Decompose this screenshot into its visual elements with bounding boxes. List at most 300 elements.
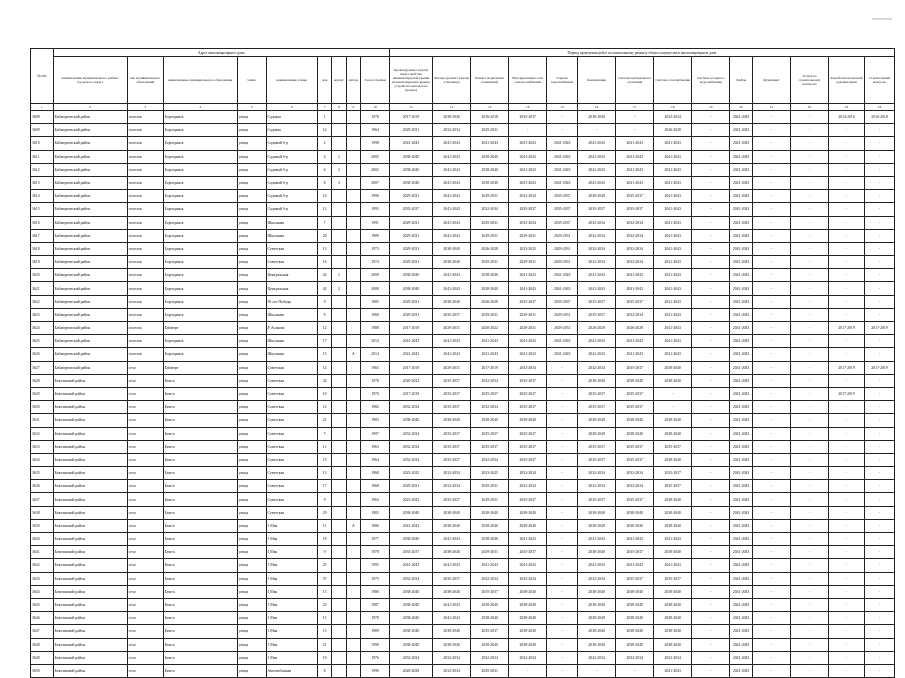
table-cell: 1968 bbox=[361, 480, 390, 493]
table-cell: 2038-2040 bbox=[654, 612, 692, 625]
table-cell: улица bbox=[237, 480, 266, 493]
table-cell: поселок bbox=[127, 150, 163, 163]
table-cell: 2035-2037 bbox=[654, 480, 692, 493]
table-cell: - bbox=[547, 651, 578, 664]
table-cell: поселок bbox=[127, 190, 163, 203]
table-cell: - bbox=[692, 493, 730, 506]
table-cell bbox=[346, 124, 360, 137]
table-cell: 2032-2034 bbox=[578, 651, 616, 664]
table-cell: 2032-2034 bbox=[389, 427, 432, 440]
table-cell: 2041-2043 bbox=[389, 137, 432, 150]
col-header-basement: Ремонт подвальных помещений bbox=[471, 57, 509, 104]
table-cell: 1 Мая bbox=[266, 651, 317, 664]
table-cell: улица bbox=[237, 282, 266, 295]
table-cell: 2032-2034 bbox=[578, 467, 616, 480]
table-cell: Садовая bbox=[266, 124, 317, 137]
column-number-cell: 16 bbox=[578, 104, 616, 111]
table-cell: Бежтинский район bbox=[53, 467, 127, 480]
table-cell bbox=[332, 190, 346, 203]
table-cell: 12 bbox=[317, 322, 331, 335]
table-cell: 1 Мая bbox=[266, 519, 317, 532]
table-cell: Советская bbox=[266, 427, 317, 440]
table-cell: Бежтинский район bbox=[53, 414, 127, 427]
table-cell: - bbox=[692, 295, 730, 308]
table-row bbox=[31, 111, 895, 124]
table-cell: Бежта bbox=[163, 533, 237, 546]
table-cell: - bbox=[752, 638, 790, 651]
table-cell: 2029-2031 bbox=[471, 308, 509, 321]
table-row bbox=[31, 242, 895, 255]
table-cell: улица bbox=[237, 651, 266, 664]
table-cell: 9 bbox=[317, 295, 331, 308]
table-cell: - bbox=[752, 203, 790, 216]
table-cell: 42 bbox=[317, 374, 331, 387]
table-cell: 2032-2034 bbox=[616, 256, 654, 269]
table-cell: Советская bbox=[266, 467, 317, 480]
table-cell bbox=[332, 480, 346, 493]
table-cell: 2035-2037 bbox=[509, 546, 547, 559]
table-cell: 25 bbox=[317, 559, 331, 572]
column-number-cell: 1 bbox=[31, 104, 54, 111]
table-cell: 2029-2031 bbox=[471, 546, 509, 559]
table-cell: - bbox=[752, 282, 790, 295]
table-cell: улица bbox=[237, 467, 266, 480]
table-cell: - bbox=[752, 559, 790, 572]
table-cell: 2035-2037 bbox=[471, 440, 509, 453]
table-cell: улица bbox=[237, 256, 266, 269]
table-cell: - bbox=[864, 651, 894, 664]
table-cell: 11 bbox=[317, 519, 331, 532]
table-cell: Бабаюртовский район bbox=[53, 163, 127, 176]
table-cell: 2035-2037 bbox=[578, 203, 616, 216]
table-cell: 11 bbox=[317, 440, 331, 453]
table-cell: 2035-2037 bbox=[616, 572, 654, 585]
table-cell bbox=[346, 467, 360, 480]
table-cell: Бежта bbox=[163, 638, 237, 651]
table-cell bbox=[346, 651, 360, 664]
table-cell: 2041-2043 bbox=[433, 203, 471, 216]
table-cell: Бежта bbox=[163, 519, 237, 532]
table-cell: 2002 bbox=[361, 163, 390, 176]
table-cell: 2035-2037 bbox=[547, 203, 578, 216]
table-cell: 2041-2043 bbox=[547, 335, 578, 348]
table-cell: 2032-2034 bbox=[578, 216, 616, 229]
table-cell: - bbox=[752, 348, 790, 361]
table-cell: - bbox=[547, 480, 578, 493]
table-cell: - bbox=[752, 361, 790, 374]
table-cell: - bbox=[752, 295, 790, 308]
table-cell: - bbox=[692, 572, 730, 585]
table-cell: 2026-2028 bbox=[389, 664, 432, 677]
table-cell: 2041-2043 bbox=[730, 598, 753, 611]
table-cell: Бежта bbox=[163, 625, 237, 638]
table-cell: 2032-2034 bbox=[509, 480, 547, 493]
table-cell: - bbox=[790, 427, 828, 440]
table-cell: 2038-2040 bbox=[578, 612, 616, 625]
table-row bbox=[31, 256, 895, 269]
table-cell: - bbox=[864, 625, 894, 638]
table-cell: улица bbox=[237, 203, 266, 216]
table-cell: 1 Мая bbox=[266, 612, 317, 625]
column-number-cell: 10 bbox=[361, 104, 390, 111]
table-cell bbox=[332, 440, 346, 453]
table-cell: 42 bbox=[317, 269, 331, 282]
table-cell: - bbox=[692, 282, 730, 295]
col-header-street-name: наименование улицы bbox=[266, 57, 317, 104]
table-cell: - bbox=[829, 440, 865, 453]
table-cell: 2041-2043 bbox=[389, 348, 432, 361]
table-cell: - bbox=[864, 506, 894, 519]
table-cell: 2041-2043 bbox=[730, 322, 753, 335]
table-cell: Бабаюртовский район bbox=[53, 229, 127, 242]
table-cell: Бежта bbox=[163, 506, 237, 519]
table-cell: Бежтинский район bbox=[53, 572, 127, 585]
table-cell bbox=[332, 453, 346, 466]
table-cell: - bbox=[752, 506, 790, 519]
table-cell: - bbox=[790, 256, 828, 269]
col-header-heating: Система центрального отопления bbox=[616, 57, 654, 104]
table-cell: 2041-2043 bbox=[433, 229, 471, 242]
table-cell: 3608 bbox=[31, 111, 54, 124]
table-cell: Бороздинск bbox=[163, 124, 237, 137]
table-cell: Бабаюрт bbox=[163, 361, 237, 374]
table-cell: 2035-2037 bbox=[389, 546, 432, 559]
table-cell: - bbox=[864, 348, 894, 361]
table-cell: 2035-2037 bbox=[578, 440, 616, 453]
table-cell: - bbox=[692, 651, 730, 664]
column-number-cell: 18 bbox=[654, 104, 692, 111]
table-cell: 7 bbox=[317, 427, 331, 440]
col-header-letter: литера bbox=[346, 57, 360, 104]
table-cell: 2035-2037 bbox=[616, 401, 654, 414]
table-cell: - bbox=[692, 190, 730, 203]
group-header-row bbox=[31, 49, 895, 57]
column-number-cell: 4 bbox=[163, 104, 237, 111]
table-cell: - bbox=[864, 638, 894, 651]
table-cell: 3619 bbox=[31, 256, 54, 269]
table-cell: 3624 bbox=[31, 322, 54, 335]
table-cell bbox=[332, 664, 346, 677]
table-cell: - bbox=[829, 585, 865, 598]
table-row bbox=[31, 124, 895, 137]
table-cell: село bbox=[127, 585, 163, 598]
table-cell: 2041-2043 bbox=[547, 348, 578, 361]
table-cell: улица bbox=[237, 559, 266, 572]
table-cell: 2029-2031 bbox=[547, 256, 578, 269]
table-cell: 2041-2043 bbox=[578, 335, 616, 348]
table-cell: улица bbox=[237, 322, 266, 335]
table-cell bbox=[332, 572, 346, 585]
table-cell: - bbox=[692, 480, 730, 493]
table-cell: 2038-2040 bbox=[616, 625, 654, 638]
table-cell: 2029-2031 bbox=[471, 493, 509, 506]
table-cell: улица bbox=[237, 163, 266, 176]
table-cell bbox=[346, 585, 360, 598]
table-cell: 2029-2031 bbox=[389, 480, 432, 493]
table-cell: - bbox=[864, 572, 894, 585]
table-cell: 6 bbox=[317, 163, 331, 176]
table-cell: - bbox=[829, 203, 865, 216]
table-cell: 2035-2037 bbox=[616, 203, 654, 216]
table-cell: - bbox=[752, 176, 790, 189]
table-cell: 2035-2037 bbox=[509, 374, 547, 387]
table-cell: 2041-2043 bbox=[578, 137, 616, 150]
table-cell: - bbox=[654, 401, 692, 414]
table-cell: - bbox=[692, 387, 730, 400]
table-row bbox=[31, 533, 895, 546]
table-cell: Бабаюртовский район bbox=[53, 150, 127, 163]
table-cell: 2038-2040 bbox=[654, 361, 692, 374]
table-cell: 2032-2034 bbox=[471, 401, 509, 414]
table-cell: 2038-2040 bbox=[509, 585, 547, 598]
table-cell: 1974 bbox=[361, 256, 390, 269]
table-cell: - bbox=[692, 585, 730, 598]
table-cell: - bbox=[692, 150, 730, 163]
table-cell: 2 bbox=[332, 282, 346, 295]
table-cell: Бороздинск bbox=[163, 216, 237, 229]
table-cell: 1983 bbox=[361, 414, 390, 427]
table-cell: село bbox=[127, 625, 163, 638]
table-cell: - bbox=[864, 559, 894, 572]
table-cell: - bbox=[829, 612, 865, 625]
table-cell: - bbox=[547, 374, 578, 387]
table-cell: - bbox=[790, 638, 828, 651]
table-cell: улица bbox=[237, 427, 266, 440]
table-cell: 2035-2037 bbox=[616, 440, 654, 453]
table-row bbox=[31, 506, 895, 519]
table-cell: 2038-2040 bbox=[509, 638, 547, 651]
table-cell: 1968 bbox=[361, 308, 390, 321]
table-cell: 2035-2037 bbox=[509, 440, 547, 453]
table-cell: - bbox=[752, 414, 790, 427]
table-cell: - bbox=[547, 664, 578, 677]
table-cell: 2032-2034 bbox=[616, 480, 654, 493]
table-cell: - bbox=[864, 295, 894, 308]
table-cell: 2041-2043 bbox=[730, 176, 753, 189]
table-cell: Бежтинский район bbox=[53, 638, 127, 651]
table-cell: 2035-2037 bbox=[471, 625, 509, 638]
table-cell: село bbox=[127, 427, 163, 440]
table-cell: 2026-2028 bbox=[471, 242, 509, 255]
table-cell: 3649 bbox=[31, 651, 54, 664]
table-cell: Садовый б-р bbox=[266, 137, 317, 150]
table-cell: 2041-2043 bbox=[654, 559, 692, 572]
table-cell: 2038-2040 bbox=[471, 519, 509, 532]
table-cell: - bbox=[547, 519, 578, 532]
table-cell: улица bbox=[237, 546, 266, 559]
table-cell: 2032-2034 bbox=[578, 229, 616, 242]
table-cell: 2032-2034 bbox=[616, 216, 654, 229]
table-cell: - bbox=[547, 124, 578, 137]
table-cell: улица bbox=[237, 374, 266, 387]
table-cell: Советская bbox=[266, 387, 317, 400]
table-cell: 2041-2043 bbox=[654, 269, 692, 282]
table-cell: - bbox=[752, 427, 790, 440]
table-cell: 2035-2037 bbox=[578, 493, 616, 506]
table-cell: 2020-2022 bbox=[389, 374, 432, 387]
table-cell: 2038-2040 bbox=[578, 374, 616, 387]
table-cell: Бабаюртовский район bbox=[53, 308, 127, 321]
table-cell: 2038-2040 bbox=[509, 506, 547, 519]
table-cell: 2038-2040 bbox=[471, 533, 509, 546]
table-cell: - bbox=[790, 493, 828, 506]
table-cell: улица bbox=[237, 308, 266, 321]
table-cell: - bbox=[692, 308, 730, 321]
table-cell bbox=[346, 493, 360, 506]
table-cell: 2 bbox=[317, 137, 331, 150]
table-cell: 2017-2019 bbox=[829, 361, 865, 374]
table-cell: 2 bbox=[332, 163, 346, 176]
table-cell: 2041-2043 bbox=[578, 559, 616, 572]
column-number-cell: 7 bbox=[317, 104, 331, 111]
table-cell: - bbox=[790, 137, 828, 150]
table-cell: 2038-2040 bbox=[471, 612, 509, 625]
table-cell: Бежта bbox=[163, 612, 237, 625]
table-cell: Бабаюртовский район bbox=[53, 256, 127, 269]
table-cell: Бежта bbox=[163, 559, 237, 572]
table-cell: 2041-2043 bbox=[730, 124, 753, 137]
table-cell: 1 bbox=[332, 150, 346, 163]
table-cell: село bbox=[127, 664, 163, 677]
table-cell: 2032-2034 bbox=[578, 242, 616, 255]
table-cell: 2029-2031 bbox=[389, 295, 432, 308]
table-cell: Бежтинский район bbox=[53, 612, 127, 625]
table-cell: 2032-2034 bbox=[389, 440, 432, 453]
table-cell: 2029-2031 bbox=[471, 216, 509, 229]
table-cell: - bbox=[752, 401, 790, 414]
table-cell: 2029-2031 bbox=[389, 308, 432, 321]
table-cell: 2038-2040 bbox=[471, 150, 509, 163]
table-cell: - bbox=[692, 203, 730, 216]
table-cell bbox=[346, 269, 360, 282]
table-cell: 2035-2037 bbox=[509, 387, 547, 400]
table-cell: - bbox=[547, 559, 578, 572]
table-cell: - bbox=[752, 229, 790, 242]
table-cell: 2041-2043 bbox=[730, 229, 753, 242]
table-row bbox=[31, 519, 895, 532]
table-cell: - bbox=[829, 308, 865, 321]
table-cell: 3615 bbox=[31, 203, 54, 216]
table-cell: 2035-2037 bbox=[509, 401, 547, 414]
table-cell: поселок bbox=[127, 335, 163, 348]
table-cell: 2032-2034 bbox=[509, 651, 547, 664]
table-cell: 2016-2018 bbox=[471, 111, 509, 124]
col-header-mo-name: наименование муниципального образования bbox=[163, 57, 237, 104]
table-cell: 1982 bbox=[361, 401, 390, 414]
col-header-construction-control: Строительный контроль bbox=[864, 57, 894, 104]
column-number-cell: 11 bbox=[389, 104, 432, 111]
table-cell: - bbox=[864, 124, 894, 137]
table-cell: 2038-2040 bbox=[578, 190, 616, 203]
table-cell: 2041-2043 bbox=[654, 295, 692, 308]
table-cell: 2041-2043 bbox=[616, 163, 654, 176]
table-cell: - bbox=[829, 295, 865, 308]
table-cell: Бежта bbox=[163, 427, 237, 440]
table-cell bbox=[346, 242, 360, 255]
table-cell: 1998 bbox=[361, 137, 390, 150]
table-row bbox=[31, 664, 895, 677]
table-cell: - bbox=[752, 387, 790, 400]
table-cell: 2038-2040 bbox=[578, 414, 616, 427]
table-cell: улица bbox=[237, 269, 266, 282]
table-cell bbox=[332, 374, 346, 387]
table-cell: 1975 bbox=[361, 572, 390, 585]
table-cell: 3614 bbox=[31, 190, 54, 203]
table-cell: 2041-2043 bbox=[509, 163, 547, 176]
table-cell: Бороздинск bbox=[163, 335, 237, 348]
table-cell: 2032-2034 bbox=[654, 111, 692, 124]
table-cell: - bbox=[752, 137, 790, 150]
table-cell: 2035-2037 bbox=[389, 203, 432, 216]
table-cell: 1965 bbox=[361, 361, 390, 374]
table-cell: 2035-2037 bbox=[578, 401, 616, 414]
table-row bbox=[31, 612, 895, 625]
table-cell: 2038-2040 bbox=[389, 176, 432, 189]
table-cell: Бороздинск bbox=[163, 163, 237, 176]
table-cell: - bbox=[829, 124, 865, 137]
table-cell: 2032-2034 bbox=[578, 572, 616, 585]
table-cell: улица bbox=[237, 440, 266, 453]
table-cell: 2032-2034 bbox=[509, 467, 547, 480]
table-cell: 2041-2043 bbox=[509, 137, 547, 150]
table-cell: - bbox=[692, 598, 730, 611]
table-cell: 2032-2034 bbox=[509, 361, 547, 374]
table-cell: - bbox=[547, 361, 578, 374]
table-cell: 2038-2040 bbox=[654, 493, 692, 506]
table-row bbox=[31, 559, 895, 572]
table-cell: - bbox=[578, 124, 616, 137]
table-cell: 2032-2034 bbox=[389, 651, 432, 664]
table-cell: - bbox=[578, 664, 616, 677]
table-cell: - bbox=[692, 348, 730, 361]
table-cell: - bbox=[864, 401, 894, 414]
table-cell: 3640 bbox=[31, 533, 54, 546]
table-cell: Бороздинск bbox=[163, 269, 237, 282]
table-cell: - bbox=[547, 598, 578, 611]
table-row bbox=[31, 546, 895, 559]
table-cell: 2041-2043 bbox=[616, 282, 654, 295]
table-cell: 1977 bbox=[361, 533, 390, 546]
table-cell: 8 bbox=[317, 176, 331, 189]
table-cell: - bbox=[864, 256, 894, 269]
table-row bbox=[31, 348, 895, 361]
table-cell: - bbox=[752, 612, 790, 625]
table-cell: Бежта bbox=[163, 585, 237, 598]
table-cell: - bbox=[692, 176, 730, 189]
table-cell: 2041-2043 bbox=[730, 506, 753, 519]
table-cell: - bbox=[864, 453, 894, 466]
table-cell: - bbox=[864, 467, 894, 480]
table-cell: - bbox=[790, 414, 828, 427]
table-cell: 9 bbox=[317, 546, 331, 559]
table-cell: 2041-2043 bbox=[616, 559, 654, 572]
column-number-cell: 9 bbox=[346, 104, 360, 111]
table-cell: - bbox=[752, 374, 790, 387]
table-cell: Бежтинский район bbox=[53, 480, 127, 493]
table-cell: - bbox=[752, 453, 790, 466]
table-cell bbox=[332, 585, 346, 598]
column-number-cell: 5 bbox=[237, 104, 266, 111]
table-cell bbox=[332, 295, 346, 308]
table-row bbox=[31, 427, 895, 440]
table-cell bbox=[346, 190, 360, 203]
table-cell: 3632 bbox=[31, 427, 54, 440]
table-cell: улица bbox=[237, 111, 266, 124]
table-cell: 2038-2040 bbox=[389, 150, 432, 163]
table-cell: 2041-2043 bbox=[509, 348, 547, 361]
table-row bbox=[31, 480, 895, 493]
table-cell: Садовый б-р bbox=[266, 163, 317, 176]
